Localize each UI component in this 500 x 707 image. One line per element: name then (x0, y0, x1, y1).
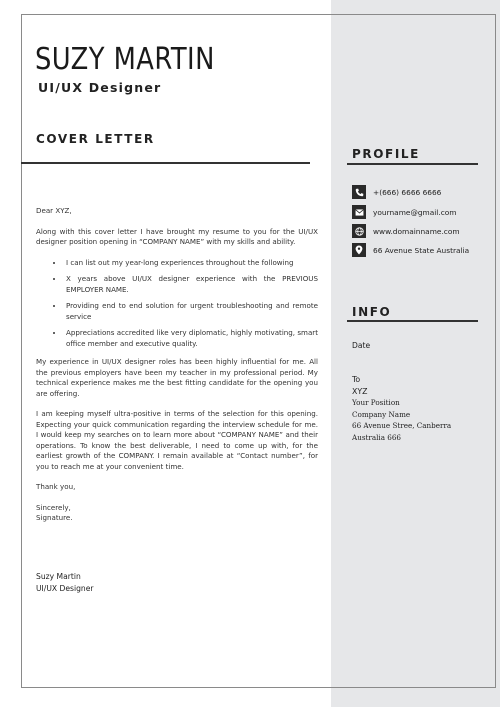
sign-off-name: Suzy Martin (36, 572, 81, 581)
letter-intro: Along with this cover letter I have brought my resume to you for the UI/UX designer position opening in “COMPANY NAME” with my skills and ability. (36, 226, 318, 246)
list-item: • Providing end to end solution for urgent troubleshooting and remote service (64, 301, 318, 322)
recipient-street: 66 Avenue Stree, Canberra (352, 421, 452, 430)
phone-text: +(666) 6666 6666 (373, 187, 442, 197)
contact-website (352, 224, 460, 238)
letter-paragraph-2: My experience in UI/UX designer roles has been highly influential for me. All the previous employers have been my teacher in my professional period. My technical experience makes me the best fitting candidate for the opening you are offering. (36, 357, 318, 398)
date-label: Date (352, 341, 371, 350)
phone-icon (352, 185, 366, 199)
address-text: 66 Avenue State Australia (373, 245, 470, 255)
letter-paragraph-3: I am keeping myself ultra-positive in terms of the selection for this opening. Expecting your quick communication regarding the interview schedule for me. I would keep my searches on to learn more about “COMPANY NAME” and their operations. To know the best deliverable, I need to come up with, for the earliest growth of the COMPANY. I remain available at “Contact number”, for you to reach me at your convenient time. (36, 409, 318, 471)
recipient-name: XYZ (352, 386, 368, 396)
email-text: yourname@gmail.com (373, 207, 457, 217)
letter-thanks: Thank you, (36, 482, 76, 491)
sign-off-role: UI/UX Designer (36, 584, 94, 593)
candidate-role: UI/UX Designer (38, 80, 162, 95)
letter-bullets (36, 258, 318, 350)
website-text: www.domainname.com (373, 226, 460, 236)
email-icon (352, 205, 366, 219)
profile-divider (347, 163, 478, 165)
info-divider (347, 320, 478, 322)
contact-email (352, 205, 457, 219)
to-label: To (352, 375, 361, 384)
contact-phone (352, 185, 441, 199)
recipient-block (352, 374, 451, 443)
recipient-position: Your Position (352, 398, 400, 407)
list-item: • X years above UI/UX designer experience with the PREVIOUS EMPLOYER NAME. (64, 274, 318, 295)
cover-letter-title: COVER LETTER (36, 132, 155, 146)
letter-sincerely: Sincerely, (36, 502, 71, 512)
letter-body (36, 206, 318, 534)
list-item: • Appreciations accredited like very diplomatic, highly motivating, smart office member and executive quality. (64, 328, 318, 349)
profile-title: PROFILE (352, 147, 420, 161)
letter-greeting: Dear XYZ, (36, 206, 72, 215)
info-title: INFO (352, 305, 392, 319)
sign-off (36, 571, 94, 595)
globe-icon (352, 224, 366, 238)
cover-letter-divider (21, 162, 310, 164)
letter-signature: Signature. (36, 513, 73, 522)
list-item: • I can list out my year-long experiences throughout the following (64, 258, 318, 269)
candidate-name: SUZY MARTIN (35, 42, 215, 77)
contact-address (352, 243, 469, 257)
recipient-company: Company Name (352, 409, 411, 419)
location-pin-icon (352, 243, 366, 257)
recipient-region: Australia 666 (352, 432, 402, 442)
